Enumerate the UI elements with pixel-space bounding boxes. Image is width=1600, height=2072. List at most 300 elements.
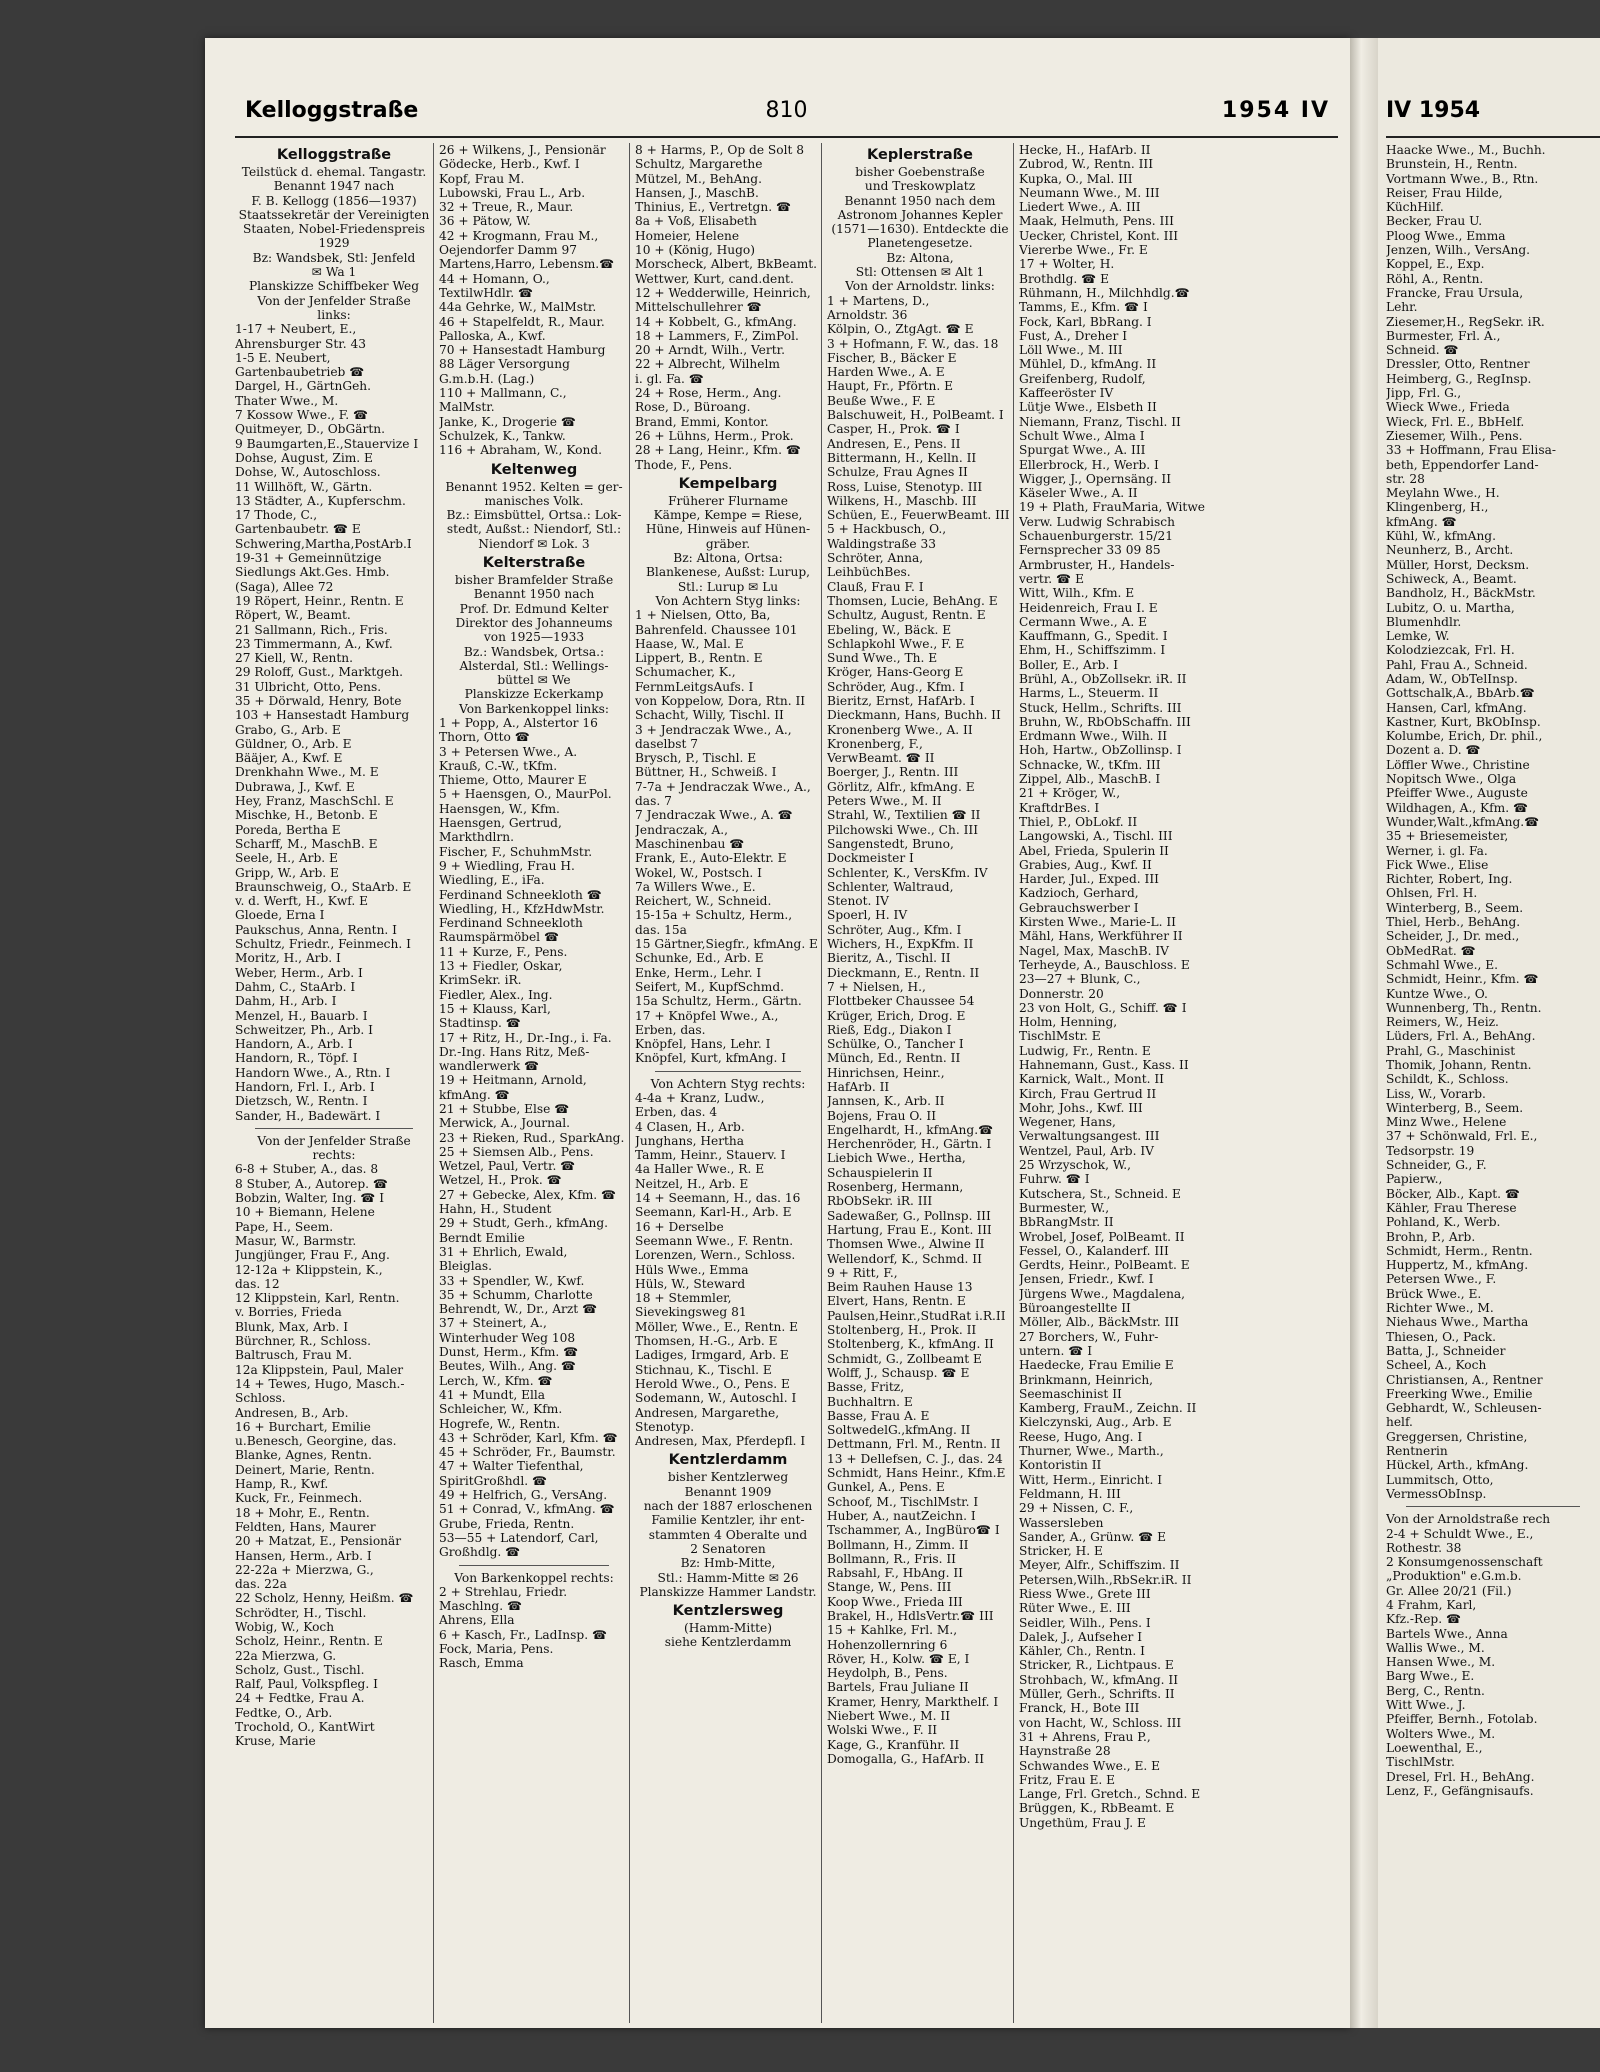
directory-entry: Wentzel, Paul, Arb. IV	[1019, 1143, 1154, 1158]
directory-entry: Sodemann, W., Autoschl. I	[635, 1391, 797, 1406]
directory-entry: Herchenröder, H., Gärtn. I	[827, 1137, 992, 1152]
directory-entry: Mützel, M., BehAng.	[635, 171, 762, 186]
directory-entry: Käseler Wwe., A. II	[1019, 486, 1138, 501]
directory-entry: 7-7a + Jendraczak Wwe., A.,	[635, 779, 811, 794]
directory-entry: Stenot. IV	[827, 894, 889, 909]
directory-entry: Berndt Emilie	[439, 1230, 525, 1245]
directory-entry: Bürchner, R., Schloss.	[235, 1334, 372, 1349]
directory-entry: 26 + Lühns, Herm., Prok.	[635, 428, 794, 443]
directory-entry: Wallis Wwe., M.	[1386, 1640, 1485, 1655]
directory-entry: Schmahl Wwe., E.	[1386, 957, 1499, 972]
directory-entry: Ohlsen, Frl. H.	[1386, 886, 1478, 901]
street-note: Familie Kentzler, ihr ent-	[651, 1513, 805, 1528]
directory-entry: Maschlng. ☎	[439, 1599, 523, 1614]
directory-entry: Brand, Emmi, Kontor.	[635, 414, 769, 429]
directory-entry: Dettmann, Frl. M., Rentn. II	[827, 1437, 1001, 1452]
directory-entry: Seele, H., Arb. E	[235, 851, 338, 866]
directory-entry: Schulzek, K., Tankw.	[439, 428, 566, 443]
directory-entry: Andresen, Max, Pferdepfl. I	[635, 1434, 806, 1449]
directory-entry: Bartels, Frau Juliane II	[827, 1680, 969, 1695]
directory-entry: Kage, G., Kranführ. II	[827, 1737, 960, 1752]
directory-entry: Niemann, Franz, Tischl. II	[1019, 414, 1181, 429]
directory-entry: 43 + Schröder, Karl, Kfm. ☎	[439, 1430, 618, 1445]
directory-entry: 15 + Klauss, Karl,	[439, 1001, 551, 1016]
directory-entry: Hahn, H., Student	[439, 1202, 552, 1217]
directory-entry: Janke, K., Drogerie ☎	[439, 414, 577, 429]
directory-entry: Haynstraße 28	[1019, 1744, 1111, 1759]
directory-entry: 3 + Petersen Wwe., A.	[439, 744, 578, 759]
directory-entry: Stricker, H. E	[1019, 1544, 1103, 1559]
directory-entry: Schauenburgerstr. 15/21	[1019, 529, 1174, 544]
directory-entry: Gerdts, Heinr., PolBeamt. E	[1019, 1258, 1190, 1273]
directory-entry: 88 Läger Versorgung	[439, 357, 570, 372]
directory-entry: Bollmann, H., Zimm. II	[827, 1537, 969, 1552]
directory-entry: 14 + Seemann, H., das. 16	[635, 1191, 801, 1206]
directory-entry: Kfz.-Rep. ☎	[1386, 1612, 1462, 1627]
street-note: büttel ✉ We	[497, 673, 571, 688]
street-note: links:	[317, 307, 351, 322]
directory-entry: 16 + Derselbe	[635, 1219, 724, 1234]
directory-entry: 14 + Tewes, Hugo, Masch.-	[235, 1376, 405, 1391]
directory-entry: Stange, W., Pens. III	[827, 1580, 952, 1595]
directory-entry: Bääjer, A., Kwf. E	[235, 751, 343, 766]
directory-entry: Handorn, R., Töpf. I	[235, 1051, 358, 1066]
directory-entry: 16 + Burchart, Emilie	[235, 1419, 371, 1434]
directory-entry: LeihbüchBes.	[827, 565, 911, 580]
directory-entry: Reese, Hugo, Ang. I	[1019, 1429, 1143, 1444]
directory-entry: Dubrawa, J., Kwf. E	[235, 779, 355, 794]
directory-entry: Winterberg, B., Seem.	[1386, 900, 1524, 915]
directory-entry: Hey, Franz, MaschSchl. E	[235, 794, 394, 809]
directory-entry: Kielczynski, Aug., Arb. E	[1019, 1415, 1172, 1430]
directory-entry: Drenkhahn Wwe., M. E	[235, 765, 379, 780]
directory-entry: Kröger, Hans-Georg E	[827, 665, 964, 680]
directory-entry: Wieck, Frl. E., BbHelf.	[1386, 414, 1525, 429]
directory-entry: 29 + Nissen, C. F.,	[1019, 1501, 1134, 1516]
directory-entry: Kolumbe, Erich, Dr. phil.,	[1386, 729, 1543, 744]
directory-entry: Hüls, W., Steward	[635, 1276, 746, 1291]
directory-entry: 7 Jendraczak Wwe., A. ☎	[635, 808, 793, 823]
street-note: Von der Jenfelder Straße	[257, 1133, 411, 1148]
directory-entry: Nagel, Max, MaschB. IV	[1019, 943, 1169, 958]
directory-entry: Brothdlg. ☎ E	[1019, 271, 1110, 286]
directory-entry: Wetzel, Paul, Vertr. ☎	[439, 1159, 576, 1174]
directory-entry: 24 + Rose, Herm., Ang.	[635, 386, 782, 401]
directory-entry: Kirsten Wwe., Marie-L. II	[1019, 915, 1176, 930]
directory-entry: Burmester, Frl. A.,	[1386, 328, 1501, 343]
directory-entry: Dahm, C., StaArb. I	[235, 979, 356, 994]
directory-entry: Pape, H., Seem.	[235, 1219, 334, 1234]
directory-entry: Mittelschullehrer ☎	[635, 300, 762, 315]
directory-entry: Barg Wwe., E.	[1386, 1669, 1475, 1684]
directory-entry: Hüls Wwe., Emma	[635, 1262, 749, 1277]
street-note: Bz: Altona, Ortsa:	[673, 551, 783, 566]
street-note: Bz: Wandsbek, Stl: Jenfeld	[252, 250, 416, 265]
directory-entry: 29 Roloff, Gust., Marktgeh.	[235, 665, 404, 680]
directory-entry: 24 + Fedtke, Frau A.	[235, 1691, 365, 1706]
directory-entry: Harms, L., Steuerm. II	[1019, 686, 1159, 701]
street-note: stedt, Außst.: Niendorf, Stl.:	[446, 522, 622, 537]
directory-entry: Meyer, Alfr., Schiffszim. II	[1019, 1558, 1180, 1573]
directory-entry: 53—55 + Latendorf, Carl,	[439, 1530, 599, 1545]
directory-entry: Pilchowski Wwe., Ch. III	[827, 822, 979, 837]
directory-entry: Winterberg, B., Seem.	[1386, 1100, 1524, 1115]
directory-entry: i. gl. Fa. ☎	[635, 371, 704, 386]
street-heading: Kelterstraße	[482, 555, 586, 572]
directory-entry: Löll Wwe., M. III	[1019, 343, 1123, 358]
directory-entry: Ehm, H., Schiffszimm. I	[1019, 643, 1166, 658]
directory-entry: 21 + Kröger, W.,	[1019, 786, 1121, 801]
directory-entry: Neitzel, H., Arb. E	[635, 1176, 749, 1191]
directory-entry: Bieritz, Ernst, HafArb. I	[827, 693, 975, 708]
directory-entry: Thurner, Wwe., Marth.,	[1019, 1444, 1164, 1459]
directory-entry: Schleicher, W., Kfm.	[439, 1402, 563, 1417]
directory-entry: Schmidt, G., Zollbeamt E	[827, 1351, 982, 1366]
directory-entry: von Hacht, W., Schloss. III	[1019, 1715, 1182, 1730]
directory-entry: Thomik, Johann, Rentn.	[1386, 1058, 1532, 1072]
street-heading: Kentzlersweg	[672, 1603, 784, 1620]
directory-entry: 23—27 + Blunk, C.,	[1019, 972, 1141, 987]
directory-entry: Haase, W., Mal. E	[635, 636, 744, 651]
directory-entry: Thomsen, H.-G., Arb. E	[635, 1334, 778, 1349]
directory-entry: Rosenberg, Hermann,	[827, 1180, 964, 1195]
directory-entry: Dietzsch, W., Rentn. I	[235, 1094, 368, 1109]
directory-entry: 35 + Schumm, Charlotte	[439, 1287, 593, 1302]
directory-entry: Weber, Herm., Arb. I	[235, 965, 363, 980]
directory-entry: Böcker, Alb., Kapt. ☎	[1386, 1186, 1521, 1201]
directory-entry: Franck, H., Bote III	[1019, 1701, 1140, 1716]
directory-entry: Wieck Wwe., Frieda	[1386, 400, 1510, 415]
directory-entry: Haensgen, W., Kfm.	[439, 801, 560, 816]
directory-entry: Röpert, W., Beamt.	[235, 608, 351, 623]
street-note: Benannt 1950 nach dem	[844, 193, 996, 208]
directory-entry: 2-4 + Schuldt Wwe., E.,	[1386, 1526, 1534, 1541]
street-note: stammten 4 Oberalte und	[648, 1527, 808, 1542]
directory-entry: 22 Scholz, Henny, Heißm. ☎	[235, 1591, 414, 1606]
directory-entry: 2 Konsumgenossenschaft	[1386, 1555, 1543, 1570]
directory-entry: Harden Wwe., A. E	[827, 365, 945, 380]
directory-entry: Ploog Wwe., Emma	[1386, 228, 1506, 243]
directory-entry: Fischer, F., SchuhmMstr.	[439, 844, 593, 859]
directory-entry: Mohr, Johs., Kwf. III	[1019, 1100, 1143, 1115]
directory-entry: Pahl, Frau A., Schneid.	[1386, 657, 1528, 672]
directory-entry: Dozent a. D. ☎	[1386, 743, 1481, 758]
street-note: Von Achtern Styg rechts:	[650, 1076, 806, 1091]
directory-entry: von Koppelow, Dora, Rtn. II	[635, 693, 806, 708]
directory-entry: Langowski, A., Tischl. III	[1019, 829, 1173, 844]
directory-entry: Schultz, Margarethe	[635, 157, 763, 172]
directory-entry: MalMstr.	[439, 400, 495, 415]
column-1	[235, 143, 434, 2023]
directory-entry: Hartung, Frau E., Kont. III	[827, 1222, 992, 1237]
directory-entry: Bobzin, Walter, Ing. ☎ I	[235, 1191, 385, 1206]
directory-entry: vertr. ☎ E	[1019, 571, 1085, 586]
directory-entry: Braunschweig, O., StaArb. E	[235, 879, 412, 894]
directory-entry: Brinkmann, Heinrich,	[1019, 1372, 1154, 1387]
directory-entry: 49 + Helfrich, G., VersAng.	[439, 1488, 608, 1503]
directory-entry: 15 Gärtner,Siegfr., kfmAng. E	[635, 937, 818, 952]
directory-entry: Gödecke, Herb., Kwf. I	[439, 157, 580, 172]
directory-entry: Lubowski, Frau L., Arb.	[439, 185, 586, 200]
directory-entry: 45 + Schröder, Fr., Baumstr.	[439, 1445, 616, 1460]
directory-entry: Gottschalk,A., BbArb.☎	[1386, 686, 1535, 701]
directory-entry: 8 + Harms, P., Op de Solt 8	[635, 143, 805, 157]
directory-entry: Waldingstraße 33	[827, 536, 936, 551]
directory-entry: Oejendorfer Damm 97	[439, 243, 577, 258]
directory-entry: 33 + Hoffmann, Frau Elisa-	[1386, 443, 1556, 458]
directory-entry: Lerch, W., Kfm. ☎	[439, 1373, 553, 1388]
directory-entry: Wolff, J., Schausp. ☎ E	[827, 1365, 970, 1380]
directory-entry: Kuck, Fr., Feinmech.	[235, 1491, 363, 1506]
column-4	[827, 143, 1014, 2023]
directory-entry: Engelhardt, H., kfmAng.☎	[827, 1122, 994, 1137]
directory-entry: 1-5 E. Neubert,	[235, 350, 331, 365]
directory-entry: Rüter Wwe., E. III	[1019, 1601, 1131, 1616]
directory-entry: Enke, Herm., Lehr. I	[635, 965, 762, 980]
directory-entry: Wobig, W., Koch	[235, 1619, 335, 1634]
directory-entry: Güldner, O., Arb. E	[235, 736, 352, 751]
directory-entry: Dohse, August, Zim. E	[235, 450, 373, 465]
directory-entry: Lange, Frl. Gretch., Schnd. E	[1019, 1787, 1201, 1802]
directory-entry: Jürgens Wwe., Magdalena,	[1019, 1286, 1186, 1301]
directory-entry: Petersen Wwe., F.	[1386, 1272, 1497, 1287]
street-note: gräber.	[705, 536, 751, 551]
directory-entry: 6 + Kasch, Fr., LadInsp. ☎	[439, 1627, 608, 1642]
directory-entry: 10 + Biemann, Helene	[235, 1205, 375, 1220]
directory-entry: Dieckmann, E., Rentn. II	[827, 965, 980, 980]
directory-entry: Schwering,Martha,PostArb.I	[235, 536, 412, 551]
directory-entry: Jensen, Friedr., Kwf. I	[1019, 1272, 1154, 1287]
directory-entry: 4a Haller Wwe., R. E	[635, 1162, 765, 1177]
directory-entry: Markthdlrn.	[439, 830, 514, 845]
directory-entry: Siedlungs Akt.Ges. Hmb.	[235, 565, 390, 580]
directory-entry: Rasch, Emma	[439, 1656, 524, 1671]
directory-entry: Bahrenfeld. Chaussee 101	[635, 622, 798, 637]
directory-entry: Maschinenbau ☎	[635, 836, 745, 851]
directory-entry: BbRangMstr. II	[1019, 1215, 1114, 1230]
directory-entry: Heidenreich, Frau I. E	[1019, 600, 1158, 615]
directory-entry: Beutes, Wilh., Ang. ☎	[439, 1359, 577, 1374]
directory-entry: Brysch, P., Tischl. E	[635, 751, 757, 766]
directory-entry: Rothestr. 38	[1386, 1540, 1462, 1555]
facing-running-head: IV 1954	[1386, 98, 1600, 138]
directory-entry: Jungjünger, Frau F., Ang.	[235, 1248, 390, 1263]
directory-entry: 8 Stuber, A., Autorep. ☎	[235, 1176, 389, 1191]
directory-entry: 13 + Dellefsen, C. J., das. 24	[827, 1451, 1003, 1466]
street-note: (1571—1630). Entdeckte die	[831, 222, 1009, 237]
directory-entry: Gr. Allee 20/21 (Fil.)	[1386, 1583, 1512, 1598]
directory-entry: Zippel, Alb., MaschB. I	[1019, 772, 1161, 787]
directory-entry: Münch, Ed., Rentn. II	[827, 1051, 961, 1066]
directory-entry: Hinrichsen, Heinr.,	[827, 1065, 945, 1080]
directory-entry: Niehaus Wwe., Martha	[1386, 1315, 1529, 1330]
directory-entry: Kastner, Kurt, BkObInsp.	[1386, 714, 1541, 729]
column-2	[439, 143, 630, 2023]
directory-entry: Thomsen, Lucie, BehAng. E	[827, 593, 998, 608]
directory-entry: 10 + (König, Hugo)	[635, 243, 756, 258]
directory-entry: Gartenbaubetrieb ☎	[235, 365, 365, 380]
directory-entry: Fessel, O., Kalanderf. III	[1019, 1243, 1169, 1258]
directory-entry: 17 + Ritz, H., Dr.-Ing., i. Fa.	[439, 1030, 612, 1045]
directory-entry: Ahrensburger Str. 43	[235, 336, 366, 351]
directory-entry: Gunkel, A., Pens. E	[827, 1480, 945, 1495]
directory-entry: Wegener, Hans,	[1019, 1115, 1116, 1130]
directory-entry: 17 + Wolter, H.	[1019, 257, 1115, 272]
facing-column	[1386, 143, 1600, 2023]
directory-entry: Basse, Fritz,	[827, 1380, 905, 1395]
directory-entry: Huppertz, M., kfmAng.	[1386, 1258, 1529, 1273]
directory-entry: Merwick, A., Journal.	[439, 1116, 571, 1131]
street-note: Benannt 1947 nach	[273, 179, 395, 194]
street-note: F. B. Kellogg (1856—1937)	[251, 193, 417, 208]
directory-entry: v. d. Werft, H., Kwf. E	[235, 894, 368, 909]
directory-entry: Seemaschinist II	[1019, 1386, 1122, 1401]
directory-entry: 37 + Steinert, A.,	[439, 1316, 547, 1331]
directory-entry: 7a Willers Wwe., E.	[635, 879, 756, 894]
directory-entry: Thieme, Otto, Maurer E	[439, 773, 587, 788]
directory-entry: Schultz, August, Rentn. E	[827, 608, 986, 623]
directory-entry: 13 + Fiedler, Oskar,	[439, 959, 563, 974]
directory-entry: 37 + Schönwald, Frl. E.,	[1386, 1129, 1538, 1144]
street-note: Prof. Dr. Edmund Kelter	[459, 601, 609, 616]
directory-entry: Verwaltungsangest. III	[1019, 1129, 1160, 1144]
directory-entry: Ladiges, Irmgard, Arb. E	[635, 1348, 789, 1363]
directory-entry: Feldmann, H. III	[1019, 1486, 1121, 1501]
column-divider	[1406, 1506, 1580, 1507]
directory-entry: Bojens, Frau O. II	[827, 1108, 937, 1123]
directory-entry: Mühlel, D., kfmAng. II	[1019, 357, 1157, 372]
directory-entry: Jenzen, Wilh., VersAng.	[1386, 243, 1531, 258]
directory-entry: 70 + Hansestadt Hamburg	[439, 343, 606, 358]
directory-entry: das. 7	[635, 794, 672, 809]
street-note: bisher Kentzlerweg	[667, 1470, 789, 1485]
directory-entry: Menzel, H., Bauarb. I	[235, 1008, 368, 1023]
directory-entry: Ahrens, Ella	[439, 1613, 515, 1628]
directory-entry: 19 + Plath, FrauMaria, Witwe	[1019, 500, 1205, 515]
street-heading: Kentzlerdamm	[668, 1452, 788, 1469]
directory-entry: 4 Clasen, H., Arb.	[635, 1119, 745, 1134]
street-note: Staaten, Nobel-Friedenspreis	[242, 222, 426, 237]
directory-entry: Stoltenberg, H., Prok. II	[827, 1323, 977, 1338]
directory-entry: Handorn, A., Arb. I	[235, 1037, 353, 1052]
directory-entry: 12-12a + Klippstein, K.,	[235, 1262, 383, 1277]
directory-entry: KraftdrBes. I	[1019, 800, 1100, 815]
directory-entry: Kruse, Marie	[235, 1734, 316, 1749]
directory-entry: 32 + Treue, R., Maur.	[439, 200, 574, 215]
directory-entry: Liedert Wwe., A. III	[1019, 200, 1141, 215]
directory-entry: Bruhn, W., RbObSchaffn. III	[1019, 714, 1191, 729]
directory-entry: Brühl, A., ObZollsekr. iR. II	[1019, 671, 1187, 686]
directory-entry: Hansen, Carl, kfmAng.	[1386, 700, 1527, 715]
directory-entry: 36 + Pätow, W.	[439, 214, 531, 229]
directory-entry: Andresen, E., Pens. II	[827, 436, 961, 451]
directory-entry: 15-15a + Schultz, Herm.,	[635, 908, 793, 923]
directory-entry: Gloede, Erna I	[235, 908, 325, 923]
directory-entry: Palloska, A., Kwf.	[439, 328, 546, 343]
directory-entry: Kähler, Ch., Rentn. I	[1019, 1644, 1145, 1659]
directory-entry: 19-31 + Gemeinnützige	[235, 551, 382, 566]
directory-entry: 25 + Siemsen Alb., Pens.	[439, 1144, 594, 1159]
directory-entry: 19 Röpert, Heinr., Rentn. E	[235, 593, 404, 608]
directory-entry: 103 + Hansestadt Hamburg	[235, 708, 410, 723]
directory-entry: Deinert, Marie, Rentn.	[235, 1462, 375, 1477]
directory-entry: 15 + Kahlke, Frl. M.,	[827, 1623, 958, 1638]
street-heading: Keplerstraße	[867, 147, 973, 163]
directory-entry: Wildhagen, A., Kfm. ☎	[1386, 800, 1529, 815]
directory-entry: Thiel, Herb., BehAng.	[1386, 915, 1521, 930]
directory-entry: Blanke, Agnes, Rentn.	[235, 1448, 372, 1463]
street-note: und Treskowplatz	[864, 179, 976, 194]
directory-entry: Stichnau, K., Tischl. E	[635, 1362, 772, 1377]
directory-entry: Erben, das.	[635, 1022, 706, 1037]
directory-entry: Witt, Herm., Einricht. I	[1019, 1472, 1163, 1487]
directory-entry: Ziesemer, Wilh., Pens.	[1386, 428, 1523, 443]
directory-entry: Hansen, Herm., Arb. I	[235, 1548, 372, 1563]
directory-entry: Armbruster, H., Handels-	[1019, 557, 1175, 572]
directory-entry: RbObSekr. iR. III	[827, 1194, 933, 1209]
directory-entry: Knöpfel, Hans, Lehr. I	[635, 1037, 771, 1052]
directory-entry: 9 + Ritt, F.,	[827, 1265, 898, 1280]
directory-entry: str. 28	[1386, 471, 1425, 486]
directory-entry: Wrobel, Josef, PolBeamt. II	[1019, 1229, 1185, 1244]
street-note: 2 Senatoren	[690, 1541, 766, 1556]
street-note: Stl: Ottensen ✉ Alt 1	[855, 265, 985, 280]
street-note: Von Achtern Styg links:	[655, 593, 801, 608]
directory-entry: Bieritz, A., Tischl. II	[827, 951, 951, 966]
directory-entry: Ross, Luise, Stenotyp. III	[827, 479, 983, 494]
directory-entry: 2 + Strehlau, Friedr.	[439, 1584, 568, 1599]
directory-entry: Haedecke, Frau Emilie E	[1019, 1358, 1174, 1373]
directory-entry: 11 Willhöft, W., Gärtn.	[235, 479, 373, 494]
street-note: Bz: Hmb-Mitte,	[680, 1556, 776, 1571]
street-note: Früherer Flurname	[668, 493, 788, 508]
directory-entry: Ralf, Paul, Volkspfleg. I	[235, 1677, 378, 1692]
directory-entry: Kölpin, O., ZtgAgt. ☎ E	[827, 322, 974, 337]
directory-entry: Schult Wwe., Alma I	[1019, 428, 1145, 443]
directory-entry: Loewenthal, E.,	[1386, 1740, 1483, 1755]
street-note: Stl.: Lurup ✉ Lu	[677, 579, 779, 594]
directory-entry: Kähler, Frau Therese	[1386, 1200, 1517, 1215]
directory-entry: Raumspärmöbel ☎	[439, 930, 560, 945]
directory-entry: Fernsprecher 33 09 85	[1019, 543, 1161, 558]
directory-entry: FernmLeitgsAufs. I	[635, 679, 754, 694]
street-note: Benannt 1909	[684, 1484, 772, 1499]
directory-entry: Becker, Frau U.	[1386, 214, 1483, 229]
directory-entry: Löffler Wwe., Christine	[1386, 757, 1530, 772]
directory-entry: Wichers, H., ExpKfm. II	[827, 937, 974, 952]
street-note: (Hamm-Mitte)	[683, 1621, 773, 1636]
street-note: Kämpe, Kempe = Riese,	[653, 508, 803, 523]
directory-entry: Schmidt, Heinr., Kfm. ☎	[1386, 972, 1539, 987]
directory-entry: Bleiglas.	[439, 1259, 493, 1274]
book-gutter	[1350, 38, 1378, 2028]
directory-entry: Arnoldstr. 36	[827, 307, 908, 322]
directory-entry: das. 15a	[635, 922, 687, 937]
street-note: Planskizze Hammer Landstr.	[639, 1584, 817, 1599]
street-note: Alsterdal, Stl.: Wellings-	[459, 658, 609, 673]
directory-entry: Kopf, Frau M.	[439, 171, 525, 186]
directory-entry: u.Benesch, Georgine, das.	[235, 1434, 397, 1449]
directory-entry: Röver, H., Kolw. ☎ E, I	[827, 1651, 970, 1666]
directory-entry: Frank, E., Auto-Elektr. E	[635, 851, 787, 866]
directory-entry: Heydolph, B., Pens.	[827, 1666, 948, 1681]
street-note: Von der Jenfelder Straße	[257, 293, 411, 308]
directory-entry: Ellerbrock, H., Werb. I	[1019, 457, 1159, 472]
street-note: Planskizze Schiffbeker Weg	[248, 279, 420, 294]
directory-entry: (Saga), Allee 72	[235, 579, 334, 594]
directory-entry: Büttner, H., Schweiß. I	[635, 765, 777, 780]
facing-page	[1378, 38, 1600, 2028]
